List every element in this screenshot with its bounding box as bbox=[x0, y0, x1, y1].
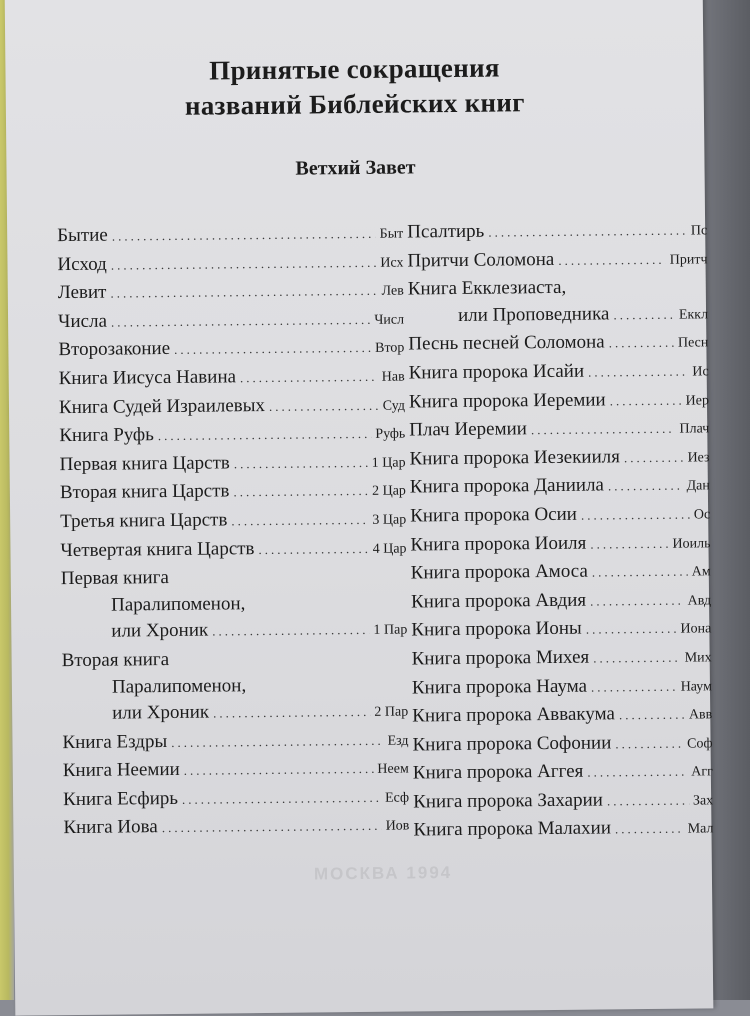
dot-leader bbox=[608, 473, 683, 500]
book-name: Плач Иеремии bbox=[409, 418, 527, 441]
book-name: Книга Неемии bbox=[62, 759, 180, 782]
book-name: или Хроник bbox=[112, 701, 210, 724]
page-title-line-2: названий Библейских книг bbox=[184, 87, 525, 121]
dot-leader bbox=[212, 617, 370, 645]
book-name: Песнь песней Соломона bbox=[408, 331, 605, 355]
dot-leader bbox=[588, 359, 689, 387]
book-abbreviation: Мих bbox=[684, 650, 712, 666]
book-abbreviation: Ис bbox=[692, 364, 709, 380]
book-name: Вторая книга Царств bbox=[59, 480, 230, 504]
book-abbreviation: 2 Пар bbox=[374, 704, 409, 720]
book-entry bbox=[409, 414, 709, 446]
book-entry bbox=[59, 448, 405, 480]
dot-leader bbox=[174, 335, 371, 364]
book-entry bbox=[61, 589, 407, 619]
book-entry bbox=[411, 586, 711, 618]
book-abbreviation: Иона bbox=[680, 621, 712, 637]
dot-leader bbox=[624, 444, 684, 471]
dot-leader bbox=[619, 702, 685, 729]
dot-leader bbox=[110, 278, 377, 307]
book-name: Четвертая книга Царств bbox=[60, 537, 255, 561]
book-name: Книга пророка Аггея bbox=[412, 760, 584, 784]
book-entry bbox=[413, 758, 713, 790]
book-abbreviation: Лев bbox=[381, 283, 404, 299]
dot-leader bbox=[609, 330, 675, 357]
book-name: Псалтирь bbox=[407, 220, 485, 243]
book-entry bbox=[63, 812, 409, 844]
book-name: Второзаконие bbox=[58, 338, 171, 361]
book-name: или Хроник bbox=[111, 619, 209, 642]
book-name: Книга пророка Ионы bbox=[411, 617, 582, 641]
dot-leader bbox=[269, 392, 379, 420]
book-abbreviation: Езд bbox=[387, 733, 409, 749]
dot-leader bbox=[231, 507, 368, 535]
book-name: Паралипоменон, bbox=[111, 674, 247, 698]
book-abbreviation: 1 Пар bbox=[373, 622, 408, 639]
book-entry bbox=[58, 305, 404, 337]
book-entry bbox=[413, 815, 713, 847]
right-column bbox=[407, 216, 714, 846]
book-entry bbox=[412, 729, 712, 761]
book-abbreviation: 3 Цар bbox=[372, 512, 407, 528]
book-entry bbox=[408, 300, 708, 332]
dot-leader bbox=[610, 387, 682, 414]
book-name: Книга пророка Даниила bbox=[409, 474, 605, 498]
book-abbreviation: Агг bbox=[691, 764, 713, 780]
book-name: или Проповедника bbox=[457, 303, 610, 326]
dot-leader bbox=[586, 616, 677, 644]
book-entry bbox=[60, 534, 406, 566]
book-entry bbox=[410, 500, 710, 532]
bleed-through-text: МОСКВА 1994 bbox=[313, 863, 453, 884]
book-name: Вторая книга bbox=[61, 648, 170, 672]
dot-leader bbox=[112, 221, 376, 250]
book-entry bbox=[62, 698, 408, 730]
book-abbreviation: Числ bbox=[374, 312, 405, 328]
book-abbreviation: Иоиль bbox=[672, 535, 711, 552]
dot-leader bbox=[240, 364, 378, 392]
book-name: Бытие bbox=[57, 224, 108, 247]
book-name: Книга пророка Аввакума bbox=[412, 703, 616, 727]
book-name: Левит bbox=[57, 281, 107, 304]
book-entry bbox=[62, 726, 408, 758]
book-abbreviation: Авд bbox=[687, 593, 712, 609]
dot-leader bbox=[162, 813, 382, 842]
book-abbreviation: 2 Цар bbox=[371, 483, 406, 500]
book-entry bbox=[61, 616, 407, 648]
dot-leader bbox=[613, 301, 675, 328]
book-abbreviation: 1 Цар bbox=[371, 455, 406, 471]
book-entry bbox=[407, 216, 707, 248]
book-abbreviation: Еккл bbox=[678, 307, 709, 323]
dot-leader bbox=[615, 816, 684, 843]
book-abbreviation: 4 Цар bbox=[372, 541, 407, 557]
book-name: Книга пророка Авдия bbox=[410, 589, 587, 613]
book-entry bbox=[59, 362, 405, 394]
book-name: Книга пророка Софонии bbox=[412, 732, 612, 756]
book-abbreviation: Пс bbox=[690, 223, 708, 239]
dot-leader bbox=[592, 559, 688, 587]
book-entry bbox=[412, 643, 712, 675]
book-entry bbox=[407, 245, 707, 277]
book-name: Третья книга Царств bbox=[60, 509, 228, 533]
book-name: Книга Иова bbox=[63, 816, 158, 839]
book-entry bbox=[63, 783, 409, 815]
book-name: Книга Иисуса Навина bbox=[58, 366, 237, 390]
book-abbreviation: Нав bbox=[381, 369, 405, 385]
book-entry bbox=[61, 563, 407, 593]
book-abbreviation: Ос bbox=[693, 507, 711, 523]
book-name: Книга пророка Малахии bbox=[413, 817, 612, 841]
book-abbreviation: Втор bbox=[375, 340, 405, 357]
book-entry bbox=[62, 671, 408, 701]
book-entry bbox=[408, 329, 708, 361]
book-entry bbox=[408, 274, 708, 304]
book-entry bbox=[411, 615, 711, 647]
section-heading: Ветхий Завет bbox=[295, 156, 416, 180]
book-name: Книга пророка Михея bbox=[411, 646, 590, 670]
book-name: Книга Ездры bbox=[62, 730, 168, 753]
book-abbreviation: Руфь bbox=[375, 426, 406, 442]
dot-leader bbox=[213, 699, 371, 727]
book-name: Исход bbox=[57, 253, 107, 275]
dot-leader bbox=[184, 756, 374, 785]
book-entry bbox=[60, 505, 406, 537]
book-abbreviation: Исх bbox=[380, 255, 404, 271]
book-name: Книга Судей Израилевых bbox=[58, 394, 266, 418]
dot-leader bbox=[607, 787, 689, 814]
dot-leader bbox=[587, 759, 687, 787]
book-page bbox=[5, 0, 714, 1016]
book-name: Книга пророка Иезекииля bbox=[409, 446, 621, 470]
book-entry bbox=[59, 391, 405, 423]
book-abbreviation: Плач bbox=[679, 421, 710, 437]
book-abbreviation: Авв bbox=[688, 707, 713, 723]
book-name: Книга пророка Осии bbox=[410, 503, 578, 527]
book-entry bbox=[57, 248, 403, 280]
dot-leader bbox=[581, 501, 690, 529]
dot-leader bbox=[182, 785, 381, 814]
book-entry bbox=[62, 644, 408, 674]
book-entry bbox=[412, 700, 712, 732]
book-entry bbox=[409, 443, 709, 475]
book-name: Первая книга bbox=[60, 567, 169, 590]
book-name: Паралипоменон, bbox=[110, 592, 246, 616]
dot-leader bbox=[233, 478, 368, 506]
book-entry bbox=[411, 557, 711, 589]
page-title-line-1: Принятые сокращения bbox=[209, 52, 500, 86]
book-entry bbox=[409, 357, 709, 389]
dot-leader bbox=[111, 249, 377, 278]
dot-leader bbox=[591, 673, 677, 700]
dot-leader bbox=[590, 587, 684, 615]
book-entry bbox=[58, 334, 404, 366]
book-abbreviation: Иер bbox=[685, 392, 710, 409]
dot-leader bbox=[558, 246, 666, 274]
book-entry bbox=[410, 529, 710, 561]
book-entry bbox=[59, 420, 405, 452]
book-entry bbox=[410, 472, 710, 504]
book-name: Книга пророка Амоса bbox=[410, 560, 588, 584]
book-abbreviation: Суд bbox=[382, 398, 406, 414]
book-abbreviation: Соф bbox=[687, 735, 713, 752]
book-name: Книга Екклезиаста, bbox=[407, 277, 567, 300]
dot-leader bbox=[590, 530, 668, 557]
book-name: Притчи Соломона bbox=[407, 248, 555, 272]
dot-leader bbox=[593, 645, 681, 673]
book-abbreviation: Иез bbox=[687, 450, 710, 466]
book-name: Книга пророка Иоиля bbox=[410, 532, 587, 555]
book-abbreviation: Неем bbox=[377, 761, 409, 778]
book-entry bbox=[57, 220, 403, 252]
book-abbreviation: Дан bbox=[686, 478, 710, 494]
dot-leader bbox=[111, 307, 371, 336]
book-name: Книга Есфирь bbox=[62, 787, 179, 810]
book-abbreviation: Песн bbox=[677, 335, 709, 352]
book-entry bbox=[63, 755, 409, 787]
book-entry bbox=[60, 477, 406, 509]
dot-leader bbox=[234, 450, 368, 478]
dot-leader bbox=[531, 416, 676, 444]
book-entry bbox=[412, 672, 712, 704]
book-abbreviation: Наум bbox=[680, 678, 713, 695]
book-abbreviation: Иов bbox=[385, 818, 410, 835]
dot-leader bbox=[171, 727, 384, 756]
book-name: Книга пророка Захарии bbox=[413, 789, 603, 813]
dot-leader bbox=[158, 421, 372, 450]
book-entry bbox=[58, 277, 404, 309]
book-name: Книга Руфь bbox=[59, 424, 154, 447]
book-name: Книга пророка Наума bbox=[411, 675, 588, 698]
book-abbreviation: Зах bbox=[692, 793, 714, 809]
book-name: Первая книга Царств bbox=[59, 452, 230, 475]
book-entry bbox=[413, 786, 713, 818]
book-abbreviation: Притч bbox=[669, 251, 708, 268]
book-abbreviation: Есф bbox=[385, 790, 410, 806]
book-name: Числа bbox=[57, 310, 108, 332]
book-name: Книга пророка Исайи bbox=[408, 360, 585, 384]
book-abbreviation: Ам bbox=[691, 564, 711, 580]
book-name: Книга пророка Иеремии bbox=[408, 388, 606, 413]
dot-leader bbox=[615, 730, 683, 757]
dot-leader bbox=[258, 535, 368, 563]
dot-leader bbox=[488, 218, 687, 247]
left-column bbox=[57, 220, 409, 845]
book-entry bbox=[409, 386, 709, 418]
book-abbreviation: Мал bbox=[687, 821, 714, 838]
book-abbreviation: Быт bbox=[379, 226, 404, 242]
